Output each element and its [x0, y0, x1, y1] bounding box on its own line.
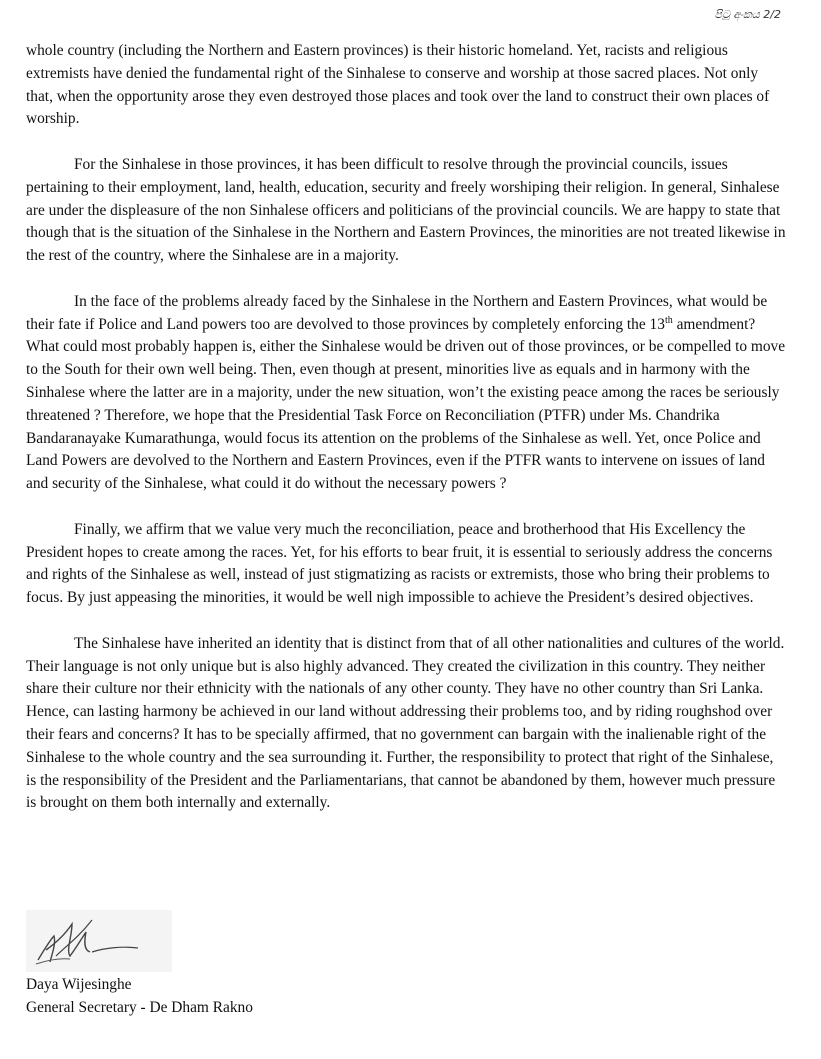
- signatory-name: Daya Wijesinghe: [26, 976, 132, 993]
- paragraph-5: The Sinhalese have inherited an identity that is distinct from that of all other nationalities and cultures of the world. Their language is not only unique but is also highly advanced. They created the civilization in this country. They neither share their culture nor their ethnicity with the nationals of any other county. They have no other country than Sri Lanka. Hence, can lasting harmony be achieved in our land without addressing their problems too, and by riding roughshod over their fears and concerns? It has to be specially affirmed, that no government can bargain with the inalienable right of the Sinhalese to the whole country and the sea surrounding it. Further, the responsibility to protect that right of the Sinhalese, is the responsibility of the President and the Parliamentarians, that cannot be abandoned by them, however much pressure is brought on them both internally and externally.: [26, 634, 785, 812]
- paragraph-2: For the Sinhalese in those provinces, it has been difficult to resolve through the provincial councils, issues pertaining to their employment, land, health, education, security and freely worshiping their religion. In general, Sinhalese are under the displeasure of the non Sinhalese officers and politicians of the provincial councils. We are happy to state that though that is the situation of the Sinhalese in the Northern and Eastern Provinces, the minorities are not treated likewise in the rest of the country, where the Sinhalese are in a majority.: [26, 155, 786, 265]
- paragraph-1: whole country (including the Northern and Eastern provinces) is their historic homeland. Yet, racists and religious extremists have denied the fundamental right of the Sinhalese to conserve and worship at those sacred places. Not only that, when the opportunity arose they even destroyed those places and took over the land to construct their own places of worship.: [26, 42, 770, 128]
- signature-drawing: [26, 910, 172, 972]
- signature-block: [26, 974, 253, 1020]
- page-number: පිටු අංකය 2/2: [714, 8, 781, 21]
- ordinal-superscript: th: [664, 314, 673, 326]
- signatory-title: General Secretary - De Dham Rakno: [26, 998, 253, 1016]
- paragraph-4: Finally, we affirm that we value very much the reconciliation, peace and brotherhood that His Excellency the President hopes to create among the races. Yet, for his efforts to bear fruit, it is essential to seriously address the concerns and rights of the Sinhalese as well, instead of just stigmatizing as racists or extremists, those who bring their problems to focus. By just appeasing the minorities, it would be well nigh impossible to achieve the President’s desired objectives.: [26, 520, 773, 607]
- paragraph-3-part-2: amendment? What could most probably happen is, either the Sinhalese would be driven out of those provinces, or be compelled to move to the South for their own well being. Then, even though at present, minorities live as equals and in harmony with the Sinhalese where the latter are in a majority, under the new situation, won’t the existing peace among the races be seriously threatened ? Therefore, we hope that the Presidential Task Force on Reconciliation (PTFR) under Ms. Chandrika Bandaranayake Kumarathunga, would focus its attention on the problems of the Sinhalese as well. Yet, once Police and Land Powers are devolved to the Northern and Eastern Provinces, even if the PTFR wants to intervene on issues of land and security of the Sinhalese, what could it do without the necessary powers ?: [26, 315, 786, 493]
- letter-body: [26, 40, 786, 838]
- paragraph-3-part-1: In the face of the problems already faced by the Sinhalese in the Northern and Eastern Provinces, what would be their fate if Police and Land powers too are devolved to those provinces by completely enforcing the 13: [26, 292, 768, 333]
- paragraph-3: [26, 291, 786, 496]
- handwritten-signature: [26, 910, 172, 972]
